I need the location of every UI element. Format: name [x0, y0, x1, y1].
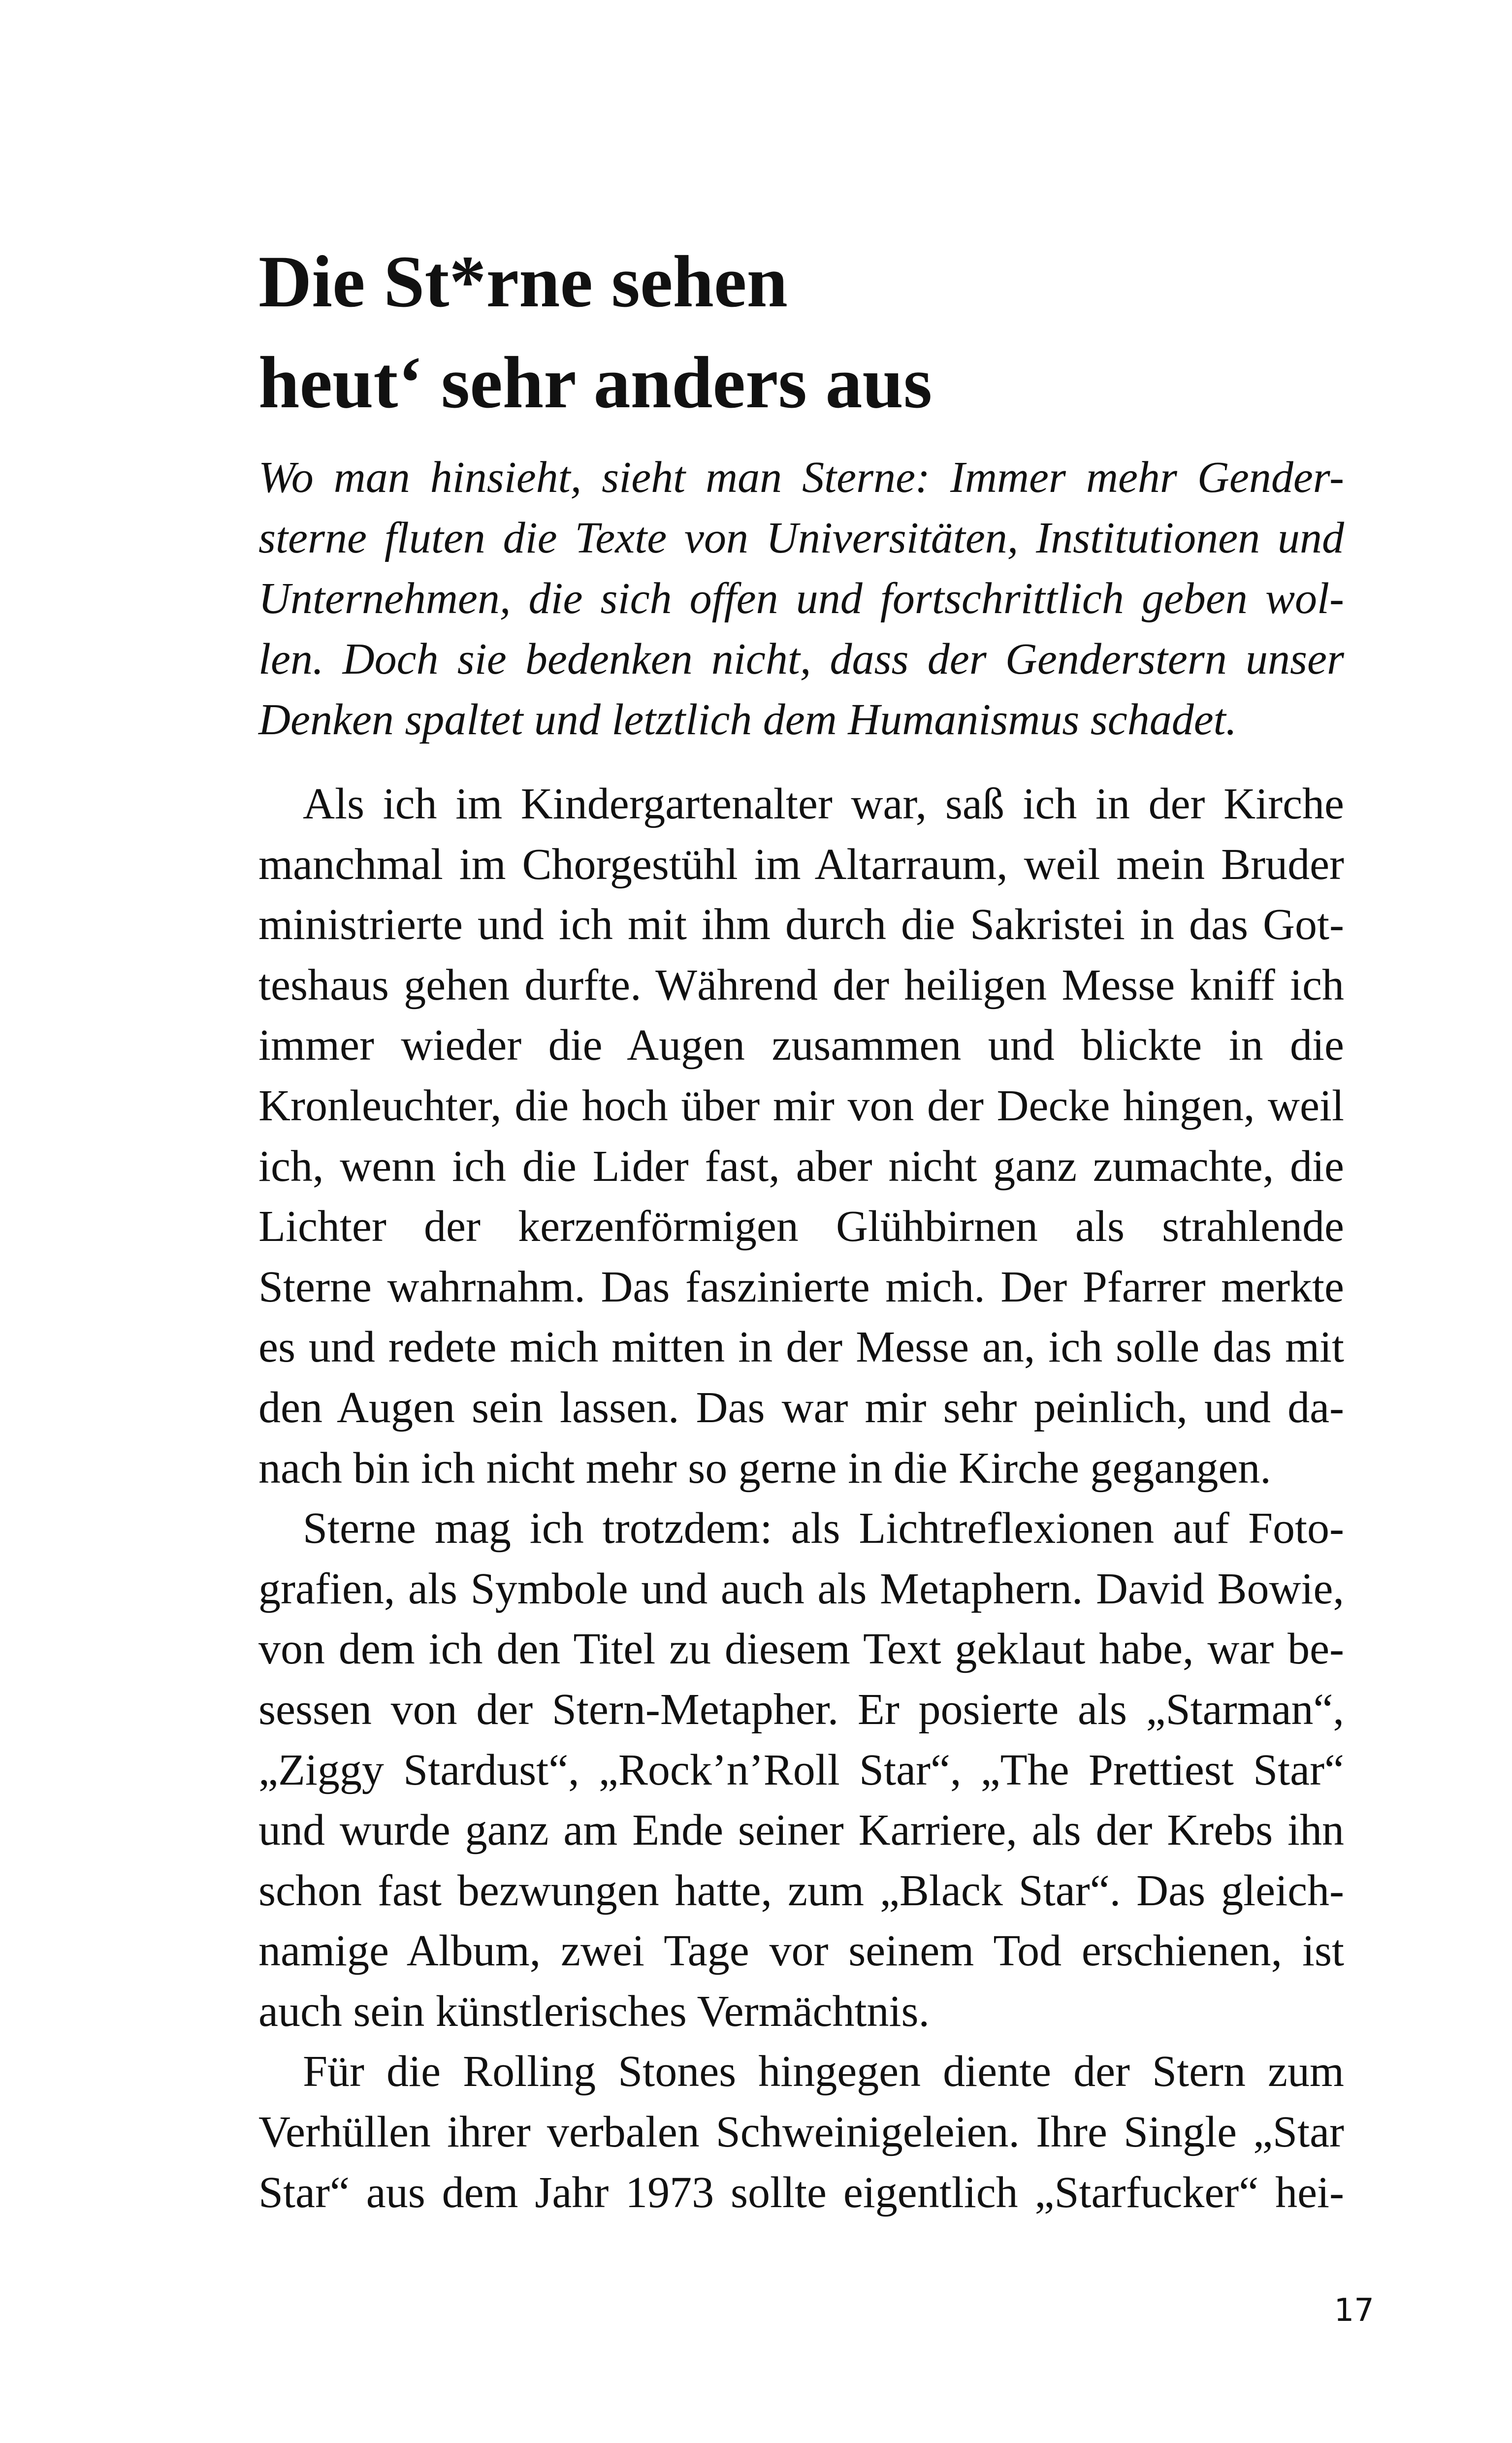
body-line: schon fast bezwungen hatte, zum „Black Star“. Das gleich- [258, 1866, 1344, 1915]
body-line: auch sein künstlerisches Vermächtnis. [258, 1987, 930, 2036]
body-line: ministrierte und ich mit ihm durch die Sakristei in das Got- [258, 900, 1344, 949]
body-line: es und redete mich mitten in der Messe an, ich solle das mit [258, 1323, 1344, 1372]
body-line: ich, wenn ich die Lider fast, aber nicht ganz zumachte, die [258, 1141, 1344, 1191]
body-line: nach bin ich nicht mehr so gerne in die Kirche gegangen. [258, 1443, 1271, 1493]
body-line: sessen von der Stern-Metapher. Er posierte als „Starman“, [258, 1685, 1344, 1734]
body-line: Lichter der kerzenförmigen Glühbirnen als strahlende [258, 1202, 1344, 1251]
body-line: den Augen sein lassen. Das war mir sehr peinlich, und da- [258, 1383, 1344, 1432]
body-line: Kronleuchter, die hoch über mir von der Decke hingen, weil [258, 1081, 1344, 1130]
lede-line: len. Doch sie bedenken nicht, dass der Genderstern unser [258, 635, 1344, 684]
body-line: namige Album, zwei Tage vor seinem Tod erschienen, ist [258, 1926, 1344, 1976]
body-line: immer wieder die Augen zusammen und blickte in die [258, 1021, 1344, 1070]
body-text [258, 774, 1344, 2223]
body-line: manchmal im Chorgestühl im Altarraum, weil mein Bruder [258, 840, 1344, 889]
lede-line: sterne fluten die Texte von Universitäten, Institutionen und [258, 514, 1344, 562]
chapter-title-line-2: heut‘ sehr anders aus [258, 342, 933, 423]
body-line: teshaus gehen durfte. Während der heiligen Messe kniff ich [258, 960, 1344, 1010]
body-line: von dem ich den Titel zu diesem Text geklaut habe, war be- [258, 1625, 1344, 1674]
body-line: „Ziggy Stardust“, „Rock’n’Roll Star“, „The Prettiest Star“ [258, 1745, 1344, 1794]
body-line: Als ich im Kindergartenalter war, saß ich in der Kirche [258, 780, 1344, 828]
body-line: Star“ aus dem Jahr 1973 sollte eigentlich „Starfucker“ hei- [258, 2168, 1344, 2217]
body-line: Verhüllen ihrer verbalen Schweinigeleien. Ihre Single „Star [258, 2108, 1344, 2157]
body-line: grafien, als Symbole und auch als Metaphern. David Bowie, [258, 1564, 1344, 1613]
lede-line: Wo man hinsieht, sieht man Sterne: Immer mehr Gender- [258, 453, 1344, 502]
body-line: und wurde ganz am Ende seiner Karriere, als der Krebs ihn [258, 1806, 1344, 1855]
lede-line: Denken spaltet und letztlich dem Humanismus schadet. [258, 695, 1237, 744]
page-number: 17 [1334, 2292, 1374, 2329]
lede-line: Unternehmen, die sich offen und fortschrittlich geben wol- [258, 574, 1344, 623]
chapter-title [258, 231, 1342, 433]
chapter-lede [258, 447, 1344, 750]
body-line: Sterne mag ich trotzdem: als Lichtreflexionen auf Foto- [258, 1504, 1344, 1553]
body-line: Sterne wahrnahm. Das faszinierte mich. Der Pfarrer merkte [258, 1262, 1344, 1311]
body-line: Für die Rolling Stones hingegen diente der Stern zum [258, 2047, 1344, 2096]
chapter-title-line-1: Die St*rne sehen [258, 241, 788, 323]
